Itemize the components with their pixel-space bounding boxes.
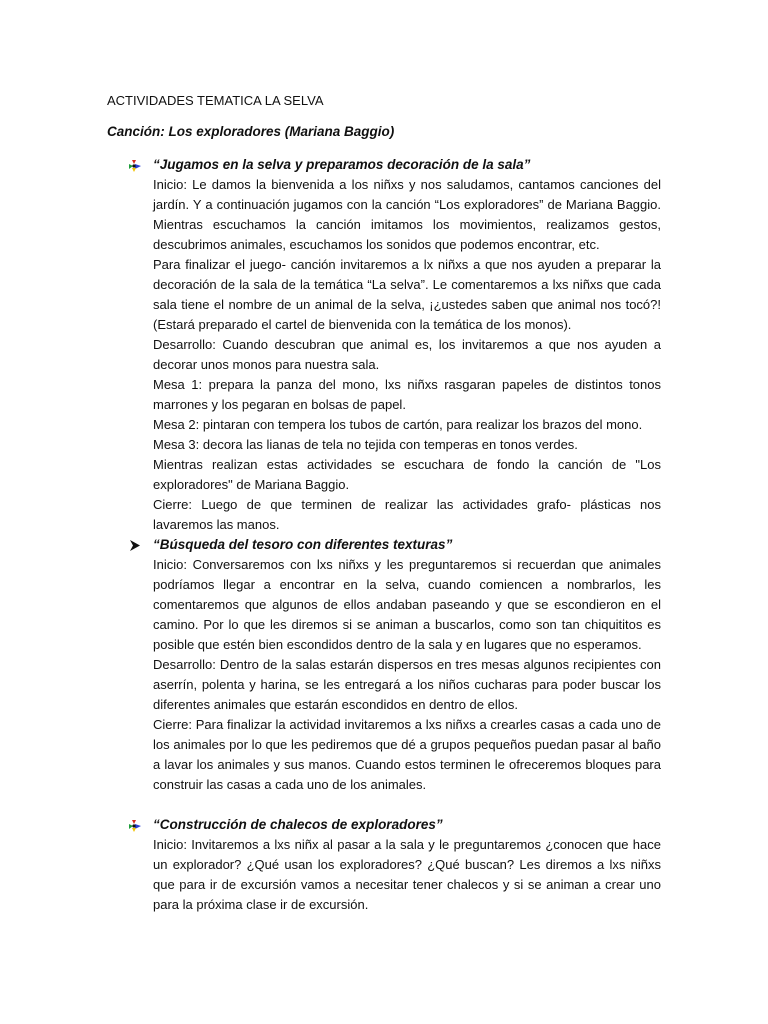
paragraph: Desarrollo: Cuando descubran que animal es, los invitaremos a que nos ayuden a decorar unos monos para nuestra sala. bbox=[153, 337, 661, 372]
paragraph: Mesa 3: decora las lianas de tela no tejida con temperas en tonos verdes. bbox=[153, 437, 578, 452]
activity-heading bbox=[128, 535, 661, 555]
multicolor-arrow-bullet-icon bbox=[128, 159, 142, 172]
activity-section bbox=[128, 535, 661, 795]
activity-section bbox=[128, 815, 661, 915]
paragraph: Mesa 1: prepara la panza del mono, lxs niñxs rasgaran papeles de distintos tonos marrones y los pegaran en bolsas de papel. bbox=[153, 377, 661, 412]
activity-section bbox=[128, 155, 661, 535]
paragraph: Inicio: Invitaremos a lxs niñx al pasar a la sala y le preguntaremos ¿conocen que hace un explorador? ¿Qué usan los exploradores? ¿Qué buscan? Les diremos a lxs niñxs que para ir de excursión vamos a necesitar tener chalecos y si se animan a crear uno para la próxima clase ir de excursión. bbox=[153, 837, 661, 912]
activity-title: “Jugamos en la selva y preparamos decoración de la sala” bbox=[153, 157, 531, 172]
paragraph: Desarrollo: Dentro de la salas estarán dispersos en tres mesas algunos recipientes con aserrín, polenta y harina, se les entregará a los niños cucharas para poder buscar los diferentes animales que estarán escondidos en dentro de ellos. bbox=[153, 657, 661, 712]
multicolor-arrow-bullet-icon bbox=[128, 819, 142, 832]
paragraph: Inicio: Le damos la bienvenida a los niñxs y nos saludamos, cantamos canciones del jardín. Y a continuación jugamos con la canción “Los exploradores” de Mariana Baggio. Mientras escuchamos la canción imitamos los movimientos, realizamos gestos, descubrimos animales, escuchamos los sonidos que podemos encontrar, etc. bbox=[153, 177, 661, 252]
paragraph: Para finalizar el juego- canción invitaremos a lx niñxs a que nos ayuden a preparar la decoración de la sala de la temática “La selva”. Le comentaremos a lxs niñxs que cada sala tiene el nombre de un animal de la selva, ¡¿ustedes saben que animal nos tocó?! (Estará preparado el cartel de bienvenida con la temática de los monos). bbox=[153, 257, 661, 332]
activity-title: “Construcción de chalecos de exploradores” bbox=[153, 817, 443, 832]
document-title: ACTIVIDADES TEMATICA LA SELVA bbox=[107, 93, 324, 108]
paragraph: Mientras realizan estas actividades se escuchara de fondo la canción de "Los exploradores" de Mariana Baggio. bbox=[153, 457, 661, 492]
activity-heading bbox=[128, 815, 661, 835]
paragraph: Cierre: Para finalizar la actividad invitaremos a lxs niñxs a crearles casas a cada uno de los animales por lo que les pediremos que dé a grupos pequeños puedan pasar al baño a lavar los animales y sus manos. Cuando estos terminen le ofreceremos bloques para construir las casas a cada uno de los animales. bbox=[153, 717, 661, 792]
paragraph: Inicio: Conversaremos con lxs niñxs y les preguntaremos si recuerdan que animales podríamos llegar a encontrar en la selva, cuando comiencen a nombrarlos, les comentaremos que algunos de ellos andaban paseando y que se escondieron en el camino. Por lo que les diremos si se animan a buscarlos, como son tan chiquititos es posible que estén bien escondidos dentro de la sala y en lugares que no esperamos. bbox=[153, 557, 661, 652]
paragraph: Mesa 2: pintaran con tempera los tubos de cartón, para realizar los brazos del mono. bbox=[153, 417, 643, 432]
song-heading: Canción: Los exploradores (Mariana Baggio) bbox=[107, 124, 395, 139]
paragraph: Cierre: Luego de que terminen de realizar las actividades grafo- plásticas nos lavaremos las manos. bbox=[153, 497, 661, 532]
arrowhead-bullet-icon bbox=[128, 539, 142, 552]
activity-heading bbox=[128, 155, 661, 175]
activity-title: “Búsqueda del tesoro con diferentes texturas” bbox=[153, 537, 453, 552]
